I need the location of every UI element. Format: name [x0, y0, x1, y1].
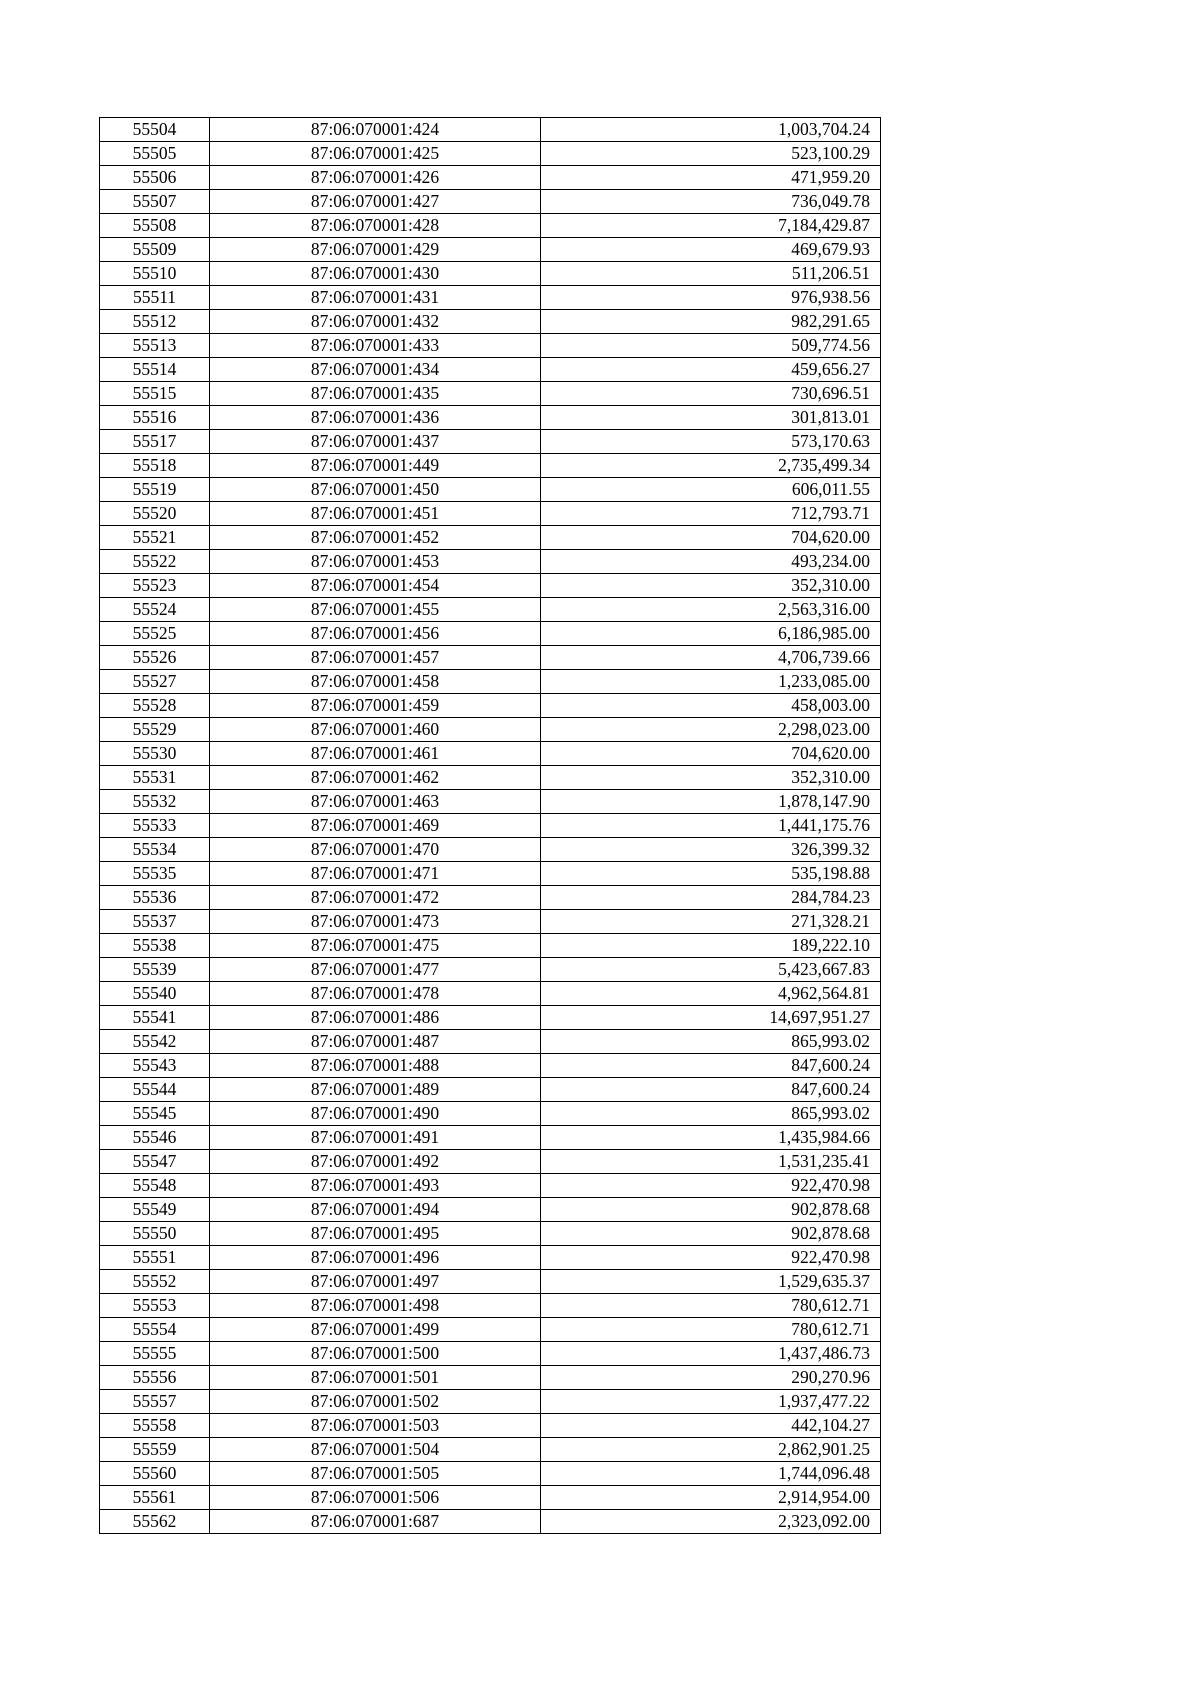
cadastral-number-cell: 87:06:070001:477 [210, 958, 541, 982]
cadastral-value-cell: 736,049.78 [541, 190, 881, 214]
row-number-cell: 55530 [100, 742, 210, 766]
row-number-cell: 55524 [100, 598, 210, 622]
cadastral-value-cell: 458,003.00 [541, 694, 881, 718]
cadastral-number-cell: 87:06:070001:463 [210, 790, 541, 814]
cadastral-value-cell: 493,234.00 [541, 550, 881, 574]
cadastral-number-cell: 87:06:070001:433 [210, 334, 541, 358]
table-row [100, 1150, 881, 1174]
table-row [100, 958, 881, 982]
cadastral-value-cell: 847,600.24 [541, 1054, 881, 1078]
table-row [100, 358, 881, 382]
row-number-cell: 55547 [100, 1150, 210, 1174]
cadastral-number-cell: 87:06:070001:491 [210, 1126, 541, 1150]
row-number-cell: 55542 [100, 1030, 210, 1054]
cadastral-number-cell: 87:06:070001:493 [210, 1174, 541, 1198]
row-number-cell: 55521 [100, 526, 210, 550]
table-body [100, 118, 881, 1534]
row-number-cell: 55536 [100, 886, 210, 910]
cadastral-value-cell: 4,706,739.66 [541, 646, 881, 670]
row-number-cell: 55539 [100, 958, 210, 982]
cadastral-number-cell: 87:06:070001:460 [210, 718, 541, 742]
row-number-cell: 55556 [100, 1366, 210, 1390]
cadastral-number-cell: 87:06:070001:494 [210, 1198, 541, 1222]
cadastral-number-cell: 87:06:070001:457 [210, 646, 541, 670]
cadastral-value-cell: 847,600.24 [541, 1078, 881, 1102]
row-number-cell: 55506 [100, 166, 210, 190]
cadastral-number-cell: 87:06:070001:687 [210, 1510, 541, 1534]
cadastral-value-table [99, 117, 881, 1534]
cadastral-number-cell: 87:06:070001:495 [210, 1222, 541, 1246]
cadastral-value-cell: 730,696.51 [541, 382, 881, 406]
cadastral-number-cell: 87:06:070001:478 [210, 982, 541, 1006]
table-row [100, 862, 881, 886]
table-row [100, 1510, 881, 1534]
cadastral-value-cell: 902,878.68 [541, 1198, 881, 1222]
cadastral-value-cell: 7,184,429.87 [541, 214, 881, 238]
row-number-cell: 55544 [100, 1078, 210, 1102]
row-number-cell: 55519 [100, 478, 210, 502]
table-row [100, 1198, 881, 1222]
table-row [100, 838, 881, 862]
row-number-cell: 55504 [100, 118, 210, 142]
row-number-cell: 55510 [100, 262, 210, 286]
row-number-cell: 55559 [100, 1438, 210, 1462]
cadastral-value-cell: 1,937,477.22 [541, 1390, 881, 1414]
row-number-cell: 55555 [100, 1342, 210, 1366]
table-row [100, 190, 881, 214]
row-number-cell: 55541 [100, 1006, 210, 1030]
row-number-cell: 55540 [100, 982, 210, 1006]
cadastral-number-cell: 87:06:070001:428 [210, 214, 541, 238]
cadastral-number-cell: 87:06:070001:436 [210, 406, 541, 430]
cadastral-number-cell: 87:06:070001:492 [210, 1150, 541, 1174]
cadastral-number-cell: 87:06:070001:437 [210, 430, 541, 454]
cadastral-number-cell: 87:06:070001:449 [210, 454, 541, 478]
table-row [100, 1246, 881, 1270]
cadastral-number-cell: 87:06:070001:451 [210, 502, 541, 526]
cadastral-number-cell: 87:06:070001:502 [210, 1390, 541, 1414]
row-number-cell: 55534 [100, 838, 210, 862]
cadastral-value-cell: 1,441,175.76 [541, 814, 881, 838]
row-number-cell: 55538 [100, 934, 210, 958]
cadastral-number-cell: 87:06:070001:429 [210, 238, 541, 262]
cadastral-number-cell: 87:06:070001:487 [210, 1030, 541, 1054]
cadastral-number-cell: 87:06:070001:426 [210, 166, 541, 190]
table-row [100, 934, 881, 958]
cadastral-value-cell: 2,323,092.00 [541, 1510, 881, 1534]
row-number-cell: 55505 [100, 142, 210, 166]
row-number-cell: 55550 [100, 1222, 210, 1246]
row-number-cell: 55515 [100, 382, 210, 406]
table-row [100, 1174, 881, 1198]
cadastral-number-cell: 87:06:070001:490 [210, 1102, 541, 1126]
table-row [100, 1390, 881, 1414]
cadastral-value-cell: 2,563,316.00 [541, 598, 881, 622]
table-row [100, 790, 881, 814]
table-row [100, 166, 881, 190]
cadastral-value-cell: 1,233,085.00 [541, 670, 881, 694]
cadastral-number-cell: 87:06:070001:506 [210, 1486, 541, 1510]
row-number-cell: 55562 [100, 1510, 210, 1534]
cadastral-number-cell: 87:06:070001:432 [210, 310, 541, 334]
cadastral-value-cell: 865,993.02 [541, 1030, 881, 1054]
cadastral-value-cell: 284,784.23 [541, 886, 881, 910]
cadastral-value-cell: 523,100.29 [541, 142, 881, 166]
cadastral-number-cell: 87:06:070001:486 [210, 1006, 541, 1030]
cadastral-value-cell: 189,222.10 [541, 934, 881, 958]
row-number-cell: 55543 [100, 1054, 210, 1078]
row-number-cell: 55527 [100, 670, 210, 694]
table-row [100, 574, 881, 598]
cadastral-number-cell: 87:06:070001:501 [210, 1366, 541, 1390]
table-row [100, 1294, 881, 1318]
cadastral-number-cell: 87:06:070001:461 [210, 742, 541, 766]
cadastral-value-cell: 922,470.98 [541, 1174, 881, 1198]
cadastral-value-cell: 326,399.32 [541, 838, 881, 862]
table-row [100, 766, 881, 790]
cadastral-value-cell: 509,774.56 [541, 334, 881, 358]
cadastral-value-cell: 780,612.71 [541, 1318, 881, 1342]
cadastral-value-cell: 442,104.27 [541, 1414, 881, 1438]
row-number-cell: 55516 [100, 406, 210, 430]
cadastral-value-cell: 2,298,023.00 [541, 718, 881, 742]
row-number-cell: 55511 [100, 286, 210, 310]
table-row [100, 1342, 881, 1366]
cadastral-number-cell: 87:06:070001:454 [210, 574, 541, 598]
cadastral-value-cell: 2,862,901.25 [541, 1438, 881, 1462]
row-number-cell: 55554 [100, 1318, 210, 1342]
cadastral-number-cell: 87:06:070001:503 [210, 1414, 541, 1438]
cadastral-value-cell: 865,993.02 [541, 1102, 881, 1126]
table-row [100, 886, 881, 910]
cadastral-number-cell: 87:06:070001:499 [210, 1318, 541, 1342]
cadastral-value-cell: 511,206.51 [541, 262, 881, 286]
cadastral-number-cell: 87:06:070001:500 [210, 1342, 541, 1366]
table-row [100, 1462, 881, 1486]
row-number-cell: 55522 [100, 550, 210, 574]
row-number-cell: 55518 [100, 454, 210, 478]
cadastral-value-cell: 704,620.00 [541, 526, 881, 550]
cadastral-number-cell: 87:06:070001:470 [210, 838, 541, 862]
row-number-cell: 55531 [100, 766, 210, 790]
cadastral-value-cell: 352,310.00 [541, 766, 881, 790]
table-row [100, 238, 881, 262]
row-number-cell: 55523 [100, 574, 210, 598]
table-row [100, 1006, 881, 1030]
table-row [100, 334, 881, 358]
row-number-cell: 55525 [100, 622, 210, 646]
table-row [100, 382, 881, 406]
cadastral-value-cell: 469,679.93 [541, 238, 881, 262]
table-row [100, 694, 881, 718]
row-number-cell: 55526 [100, 646, 210, 670]
cadastral-value-cell: 922,470.98 [541, 1246, 881, 1270]
cadastral-value-cell: 459,656.27 [541, 358, 881, 382]
table-row [100, 742, 881, 766]
table-row [100, 1414, 881, 1438]
cadastral-value-cell: 1,437,486.73 [541, 1342, 881, 1366]
cadastral-number-cell: 87:06:070001:456 [210, 622, 541, 646]
cadastral-number-cell: 87:06:070001:425 [210, 142, 541, 166]
cadastral-value-cell: 290,270.96 [541, 1366, 881, 1390]
cadastral-value-cell: 352,310.00 [541, 574, 881, 598]
cadastral-number-cell: 87:06:070001:505 [210, 1462, 541, 1486]
cadastral-number-cell: 87:06:070001:435 [210, 382, 541, 406]
row-number-cell: 55552 [100, 1270, 210, 1294]
cadastral-number-cell: 87:06:070001:504 [210, 1438, 541, 1462]
row-number-cell: 55553 [100, 1294, 210, 1318]
cadastral-value-cell: 982,291.65 [541, 310, 881, 334]
row-number-cell: 55508 [100, 214, 210, 238]
cadastral-number-cell: 87:06:070001:497 [210, 1270, 541, 1294]
table-row [100, 598, 881, 622]
cadastral-value-cell: 1,878,147.90 [541, 790, 881, 814]
table-row [100, 1270, 881, 1294]
cadastral-value-cell: 1,529,635.37 [541, 1270, 881, 1294]
cadastral-value-cell: 1,435,984.66 [541, 1126, 881, 1150]
row-number-cell: 55512 [100, 310, 210, 334]
cadastral-number-cell: 87:06:070001:488 [210, 1054, 541, 1078]
cadastral-value-cell: 2,914,954.00 [541, 1486, 881, 1510]
cadastral-number-cell: 87:06:070001:471 [210, 862, 541, 886]
cadastral-number-cell: 87:06:070001:469 [210, 814, 541, 838]
cadastral-value-cell: 606,011.55 [541, 478, 881, 502]
cadastral-number-cell: 87:06:070001:458 [210, 670, 541, 694]
cadastral-number-cell: 87:06:070001:455 [210, 598, 541, 622]
table-row [100, 454, 881, 478]
cadastral-number-cell: 87:06:070001:431 [210, 286, 541, 310]
table-row [100, 622, 881, 646]
cadastral-value-cell: 2,735,499.34 [541, 454, 881, 478]
table-row [100, 1318, 881, 1342]
cadastral-number-cell: 87:06:070001:430 [210, 262, 541, 286]
row-number-cell: 55551 [100, 1246, 210, 1270]
table-row [100, 406, 881, 430]
cadastral-value-cell: 471,959.20 [541, 166, 881, 190]
cadastral-number-cell: 87:06:070001:459 [210, 694, 541, 718]
table-row [100, 1126, 881, 1150]
cadastral-value-cell: 780,612.71 [541, 1294, 881, 1318]
cadastral-value-cell: 535,198.88 [541, 862, 881, 886]
cadastral-number-cell: 87:06:070001:489 [210, 1078, 541, 1102]
table-row [100, 1486, 881, 1510]
cadastral-number-cell: 87:06:070001:452 [210, 526, 541, 550]
table-row [100, 142, 881, 166]
row-number-cell: 55520 [100, 502, 210, 526]
cadastral-number-cell: 87:06:070001:498 [210, 1294, 541, 1318]
cadastral-value-cell: 976,938.56 [541, 286, 881, 310]
cadastral-value-cell: 271,328.21 [541, 910, 881, 934]
row-number-cell: 55560 [100, 1462, 210, 1486]
cadastral-number-cell: 87:06:070001:434 [210, 358, 541, 382]
cadastral-number-cell: 87:06:070001:475 [210, 934, 541, 958]
table-row [100, 1030, 881, 1054]
cadastral-number-cell: 87:06:070001:472 [210, 886, 541, 910]
table-row [100, 118, 881, 142]
table-row [100, 478, 881, 502]
row-number-cell: 55514 [100, 358, 210, 382]
row-number-cell: 55549 [100, 1198, 210, 1222]
table-row [100, 982, 881, 1006]
table-row [100, 526, 881, 550]
cadastral-value-cell: 4,962,564.81 [541, 982, 881, 1006]
table-row [100, 1438, 881, 1462]
row-number-cell: 55545 [100, 1102, 210, 1126]
table-row [100, 646, 881, 670]
table-row [100, 718, 881, 742]
row-number-cell: 55535 [100, 862, 210, 886]
row-number-cell: 55537 [100, 910, 210, 934]
cadastral-value-cell: 1,744,096.48 [541, 1462, 881, 1486]
cadastral-number-cell: 87:06:070001:424 [210, 118, 541, 142]
table-row [100, 1078, 881, 1102]
cadastral-value-cell: 712,793.71 [541, 502, 881, 526]
row-number-cell: 55507 [100, 190, 210, 214]
table-row [100, 814, 881, 838]
cadastral-number-cell: 87:06:070001:496 [210, 1246, 541, 1270]
row-number-cell: 55558 [100, 1414, 210, 1438]
row-number-cell: 55528 [100, 694, 210, 718]
table-row [100, 1102, 881, 1126]
table-row [100, 310, 881, 334]
cadastral-value-cell: 704,620.00 [541, 742, 881, 766]
table-row [100, 670, 881, 694]
table-row [100, 502, 881, 526]
table-row [100, 1222, 881, 1246]
row-number-cell: 55513 [100, 334, 210, 358]
table-row [100, 550, 881, 574]
table-row [100, 430, 881, 454]
table-row [100, 910, 881, 934]
row-number-cell: 55561 [100, 1486, 210, 1510]
table-row [100, 1054, 881, 1078]
row-number-cell: 55517 [100, 430, 210, 454]
cadastral-value-cell: 902,878.68 [541, 1222, 881, 1246]
row-number-cell: 55548 [100, 1174, 210, 1198]
row-number-cell: 55557 [100, 1390, 210, 1414]
table-row [100, 214, 881, 238]
table-row [100, 262, 881, 286]
cadastral-value-cell: 1,003,704.24 [541, 118, 881, 142]
row-number-cell: 55509 [100, 238, 210, 262]
cadastral-number-cell: 87:06:070001:462 [210, 766, 541, 790]
row-number-cell: 55529 [100, 718, 210, 742]
cadastral-number-cell: 87:06:070001:450 [210, 478, 541, 502]
cadastral-number-cell: 87:06:070001:473 [210, 910, 541, 934]
cadastral-value-cell: 1,531,235.41 [541, 1150, 881, 1174]
cadastral-value-cell: 573,170.63 [541, 430, 881, 454]
row-number-cell: 55533 [100, 814, 210, 838]
table-row [100, 286, 881, 310]
row-number-cell: 55532 [100, 790, 210, 814]
cadastral-number-cell: 87:06:070001:453 [210, 550, 541, 574]
table-row [100, 1366, 881, 1390]
row-number-cell: 55546 [100, 1126, 210, 1150]
cadastral-value-cell: 301,813.01 [541, 406, 881, 430]
cadastral-number-cell: 87:06:070001:427 [210, 190, 541, 214]
cadastral-value-cell: 5,423,667.83 [541, 958, 881, 982]
cadastral-value-cell: 14,697,951.27 [541, 1006, 881, 1030]
cadastral-value-cell: 6,186,985.00 [541, 622, 881, 646]
